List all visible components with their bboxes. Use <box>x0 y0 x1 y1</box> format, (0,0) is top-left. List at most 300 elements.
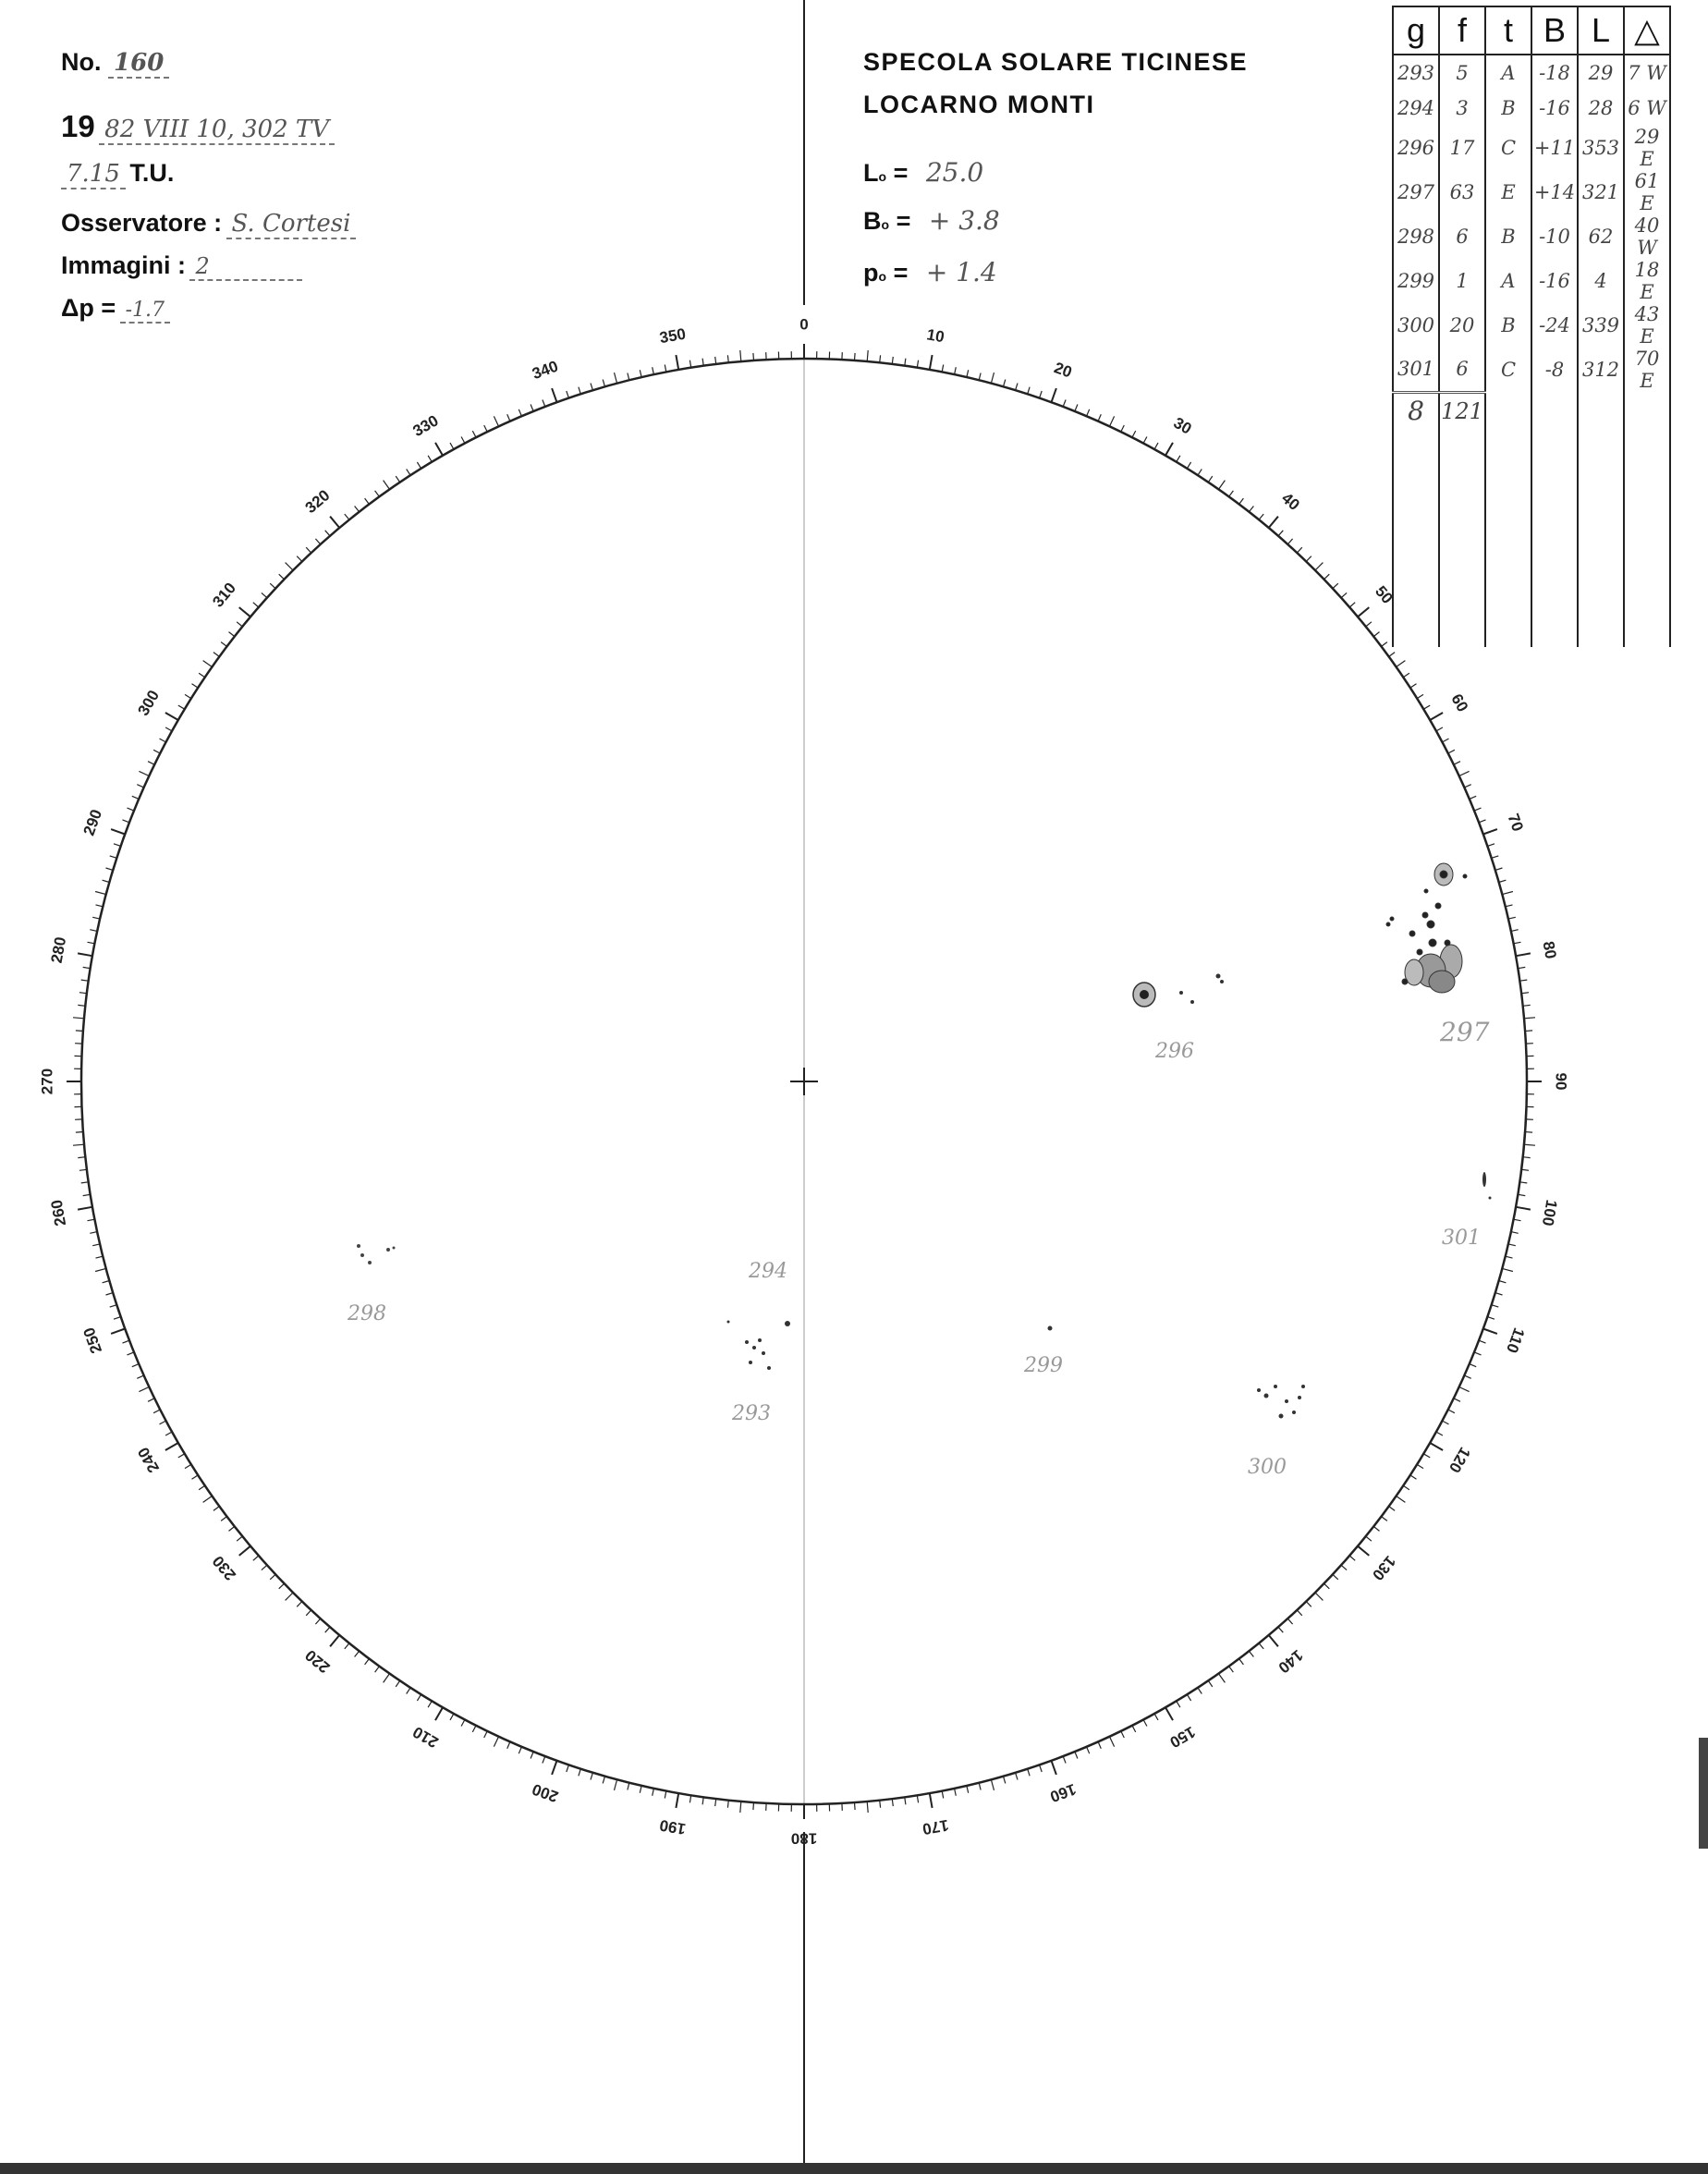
scale-tick <box>375 1667 380 1672</box>
scale-tick <box>132 1364 139 1367</box>
scale-tick <box>967 370 969 377</box>
scale-tick <box>128 1352 134 1355</box>
scale-tick <box>139 771 149 776</box>
scale-tick <box>1492 1305 1499 1307</box>
scale-tick <box>1430 713 1443 720</box>
scale-tick <box>1016 1773 1018 1780</box>
param-B-label: B <box>863 207 882 235</box>
scale-tick <box>203 661 213 667</box>
scale-tick <box>1519 980 1527 981</box>
scale-tick <box>355 1651 360 1656</box>
scale-tick <box>139 1387 149 1392</box>
scale-tick <box>253 1556 259 1560</box>
scale-tick <box>92 917 100 919</box>
scale-tick <box>676 1793 678 1808</box>
scale-tick <box>396 476 400 482</box>
scale-tick <box>1198 1688 1202 1694</box>
scale-tick <box>165 727 172 731</box>
scale-tick <box>1132 1726 1136 1732</box>
scale-tick <box>355 507 360 512</box>
scale-tick <box>689 360 690 368</box>
scale-tick <box>229 632 235 637</box>
scale-tick <box>905 359 906 366</box>
scale-tick <box>1198 470 1202 476</box>
scale-tick <box>1483 1329 1497 1334</box>
scale-tick <box>518 1747 521 1753</box>
scale-tick <box>450 1714 454 1720</box>
table-row: 293 5 A -18 29 7 W <box>1393 55 1670 91</box>
scale-tick <box>325 531 330 536</box>
table-row: 296 17 C +11 353 29 E <box>1393 126 1670 170</box>
scale-tick <box>365 1659 370 1665</box>
scale-tick <box>286 563 293 570</box>
scale-tick <box>73 1018 84 1019</box>
scale-label: 260 <box>47 1198 70 1227</box>
table-row: 297 63 E +14 321 61 E <box>1393 170 1670 214</box>
scale-tick <box>880 355 881 362</box>
scale-tick <box>110 856 117 858</box>
scale-tick <box>1358 1546 1369 1556</box>
scale-tick <box>942 1791 944 1799</box>
scale-tick <box>1306 556 1312 562</box>
scale-tick <box>214 653 219 657</box>
scale-tick <box>192 1475 199 1479</box>
scale-tick <box>396 1680 400 1687</box>
scale-tick <box>1508 1244 1516 1246</box>
scale-label: 100 <box>1538 1198 1561 1227</box>
scale-tick <box>239 607 250 617</box>
scale-tick <box>76 1031 83 1032</box>
scale-tick <box>1333 583 1338 589</box>
scale-tick <box>407 470 410 476</box>
scale-tick <box>1502 892 1513 895</box>
scale-tick <box>111 1329 125 1334</box>
scale-tick <box>1454 762 1460 765</box>
scale-label: 240 <box>134 1444 164 1476</box>
scale-tick <box>1165 1707 1173 1720</box>
scale-tick <box>110 1305 117 1307</box>
scale-label: 80 <box>1539 939 1560 960</box>
scale-tick <box>90 1232 97 1234</box>
scale-tick <box>1518 1194 1525 1195</box>
scale-tick <box>955 367 957 374</box>
col-f: f <box>1439 6 1485 55</box>
scale-tick <box>1219 481 1226 490</box>
scale-label: 180 <box>790 1829 818 1848</box>
scale-tick <box>1366 622 1372 627</box>
scale-tick <box>315 1618 320 1624</box>
scale-tick <box>1121 1731 1125 1738</box>
scale-tick <box>753 1802 754 1810</box>
scale-tick <box>905 1797 906 1804</box>
scale-tick <box>137 785 143 788</box>
col-B: B <box>1531 6 1578 55</box>
no-value: 160 <box>108 49 169 79</box>
scale-tick <box>567 1765 569 1772</box>
scale-tick <box>1075 405 1078 411</box>
scale-tick <box>1324 1583 1330 1589</box>
param-B-value: + 3.8 <box>928 205 1000 236</box>
observatory-line2: LOCARNO MONTI <box>863 91 1095 118</box>
scale-tick <box>81 1182 89 1183</box>
scale-tick <box>78 953 92 956</box>
scale-tick <box>325 1627 330 1632</box>
scale-tick <box>262 592 267 597</box>
scale-tick <box>1324 574 1330 580</box>
scale-tick <box>1208 476 1213 482</box>
scale-tick <box>665 365 666 373</box>
scale-tick <box>1278 531 1283 536</box>
scale-tick <box>1052 388 1056 402</box>
scale-tick <box>753 353 754 360</box>
scale-tick <box>384 481 390 490</box>
scale-tick <box>1448 1410 1455 1413</box>
scale-tick <box>892 1799 893 1806</box>
scale-tick <box>270 1574 275 1580</box>
scale-tick <box>1430 1443 1443 1450</box>
group-label-300: 300 <box>1248 1456 1287 1479</box>
scale-tick <box>1366 1536 1372 1541</box>
table-row: 301 6 C -8 312 70 E <box>1393 348 1670 392</box>
scale-tick <box>1297 1610 1302 1616</box>
scale-tick <box>567 391 569 398</box>
scale-tick <box>1098 1741 1101 1748</box>
scale-tick <box>1098 414 1101 421</box>
scale-tick <box>1459 771 1470 776</box>
sunspot-group-293 <box>745 1338 771 1370</box>
scale-tick <box>1524 1144 1535 1145</box>
scale-label: 290 <box>79 807 106 838</box>
scale-tick <box>297 556 302 562</box>
scale-tick <box>1016 384 1018 391</box>
scale-tick <box>153 1410 160 1413</box>
scale-tick <box>1341 592 1347 597</box>
scale-tick <box>1087 1747 1090 1753</box>
scale-tick <box>1154 443 1158 449</box>
scale-tick <box>942 365 944 373</box>
param-L: Lo = 25.0 <box>863 157 984 188</box>
table-row: 298 6 B -10 62 40 W <box>1393 214 1670 259</box>
scale-tick <box>279 1583 285 1589</box>
scale-tick <box>1499 1281 1507 1283</box>
scale-tick <box>137 1375 143 1378</box>
scale-tick <box>991 1779 994 1790</box>
scale-tick <box>1506 905 1513 907</box>
scale-tick <box>591 1773 592 1780</box>
scale-label: 150 <box>1166 1722 1199 1752</box>
scale-tick <box>199 1485 205 1490</box>
scale-tick <box>148 1398 154 1402</box>
group-label-293: 293 <box>732 1402 771 1425</box>
scale-tick <box>345 514 349 519</box>
scale-tick <box>1521 993 1529 994</box>
scale-tick <box>1040 391 1043 398</box>
scale-tick <box>1443 739 1449 742</box>
scale-tick <box>1389 1507 1395 1511</box>
scale-tick <box>95 892 106 895</box>
scale-tick <box>1443 1421 1449 1424</box>
scan-bottom-edge <box>0 2163 1708 2174</box>
scale-tick <box>1516 953 1531 956</box>
scale-tick <box>1063 400 1066 407</box>
scale-label: 140 <box>1275 1645 1307 1677</box>
scale-tick <box>103 880 110 882</box>
scale-tick <box>114 844 121 847</box>
scale-label: 110 <box>1503 1325 1529 1356</box>
scale-tick <box>1525 1031 1532 1032</box>
scale-label: 330 <box>409 411 442 441</box>
scale-tick <box>417 1694 421 1701</box>
scale-tick <box>148 762 154 765</box>
param-p-label: p <box>863 259 879 287</box>
param-L-value: 25.0 <box>925 157 984 188</box>
scale-tick <box>1479 1340 1485 1343</box>
scale-tick <box>628 1783 629 1790</box>
scale-tick <box>1063 1756 1066 1763</box>
scale-tick <box>1087 409 1090 416</box>
col-delta: △ <box>1624 6 1670 55</box>
scale-tick <box>78 1005 85 1006</box>
scale-tick <box>1373 1526 1379 1531</box>
scale-tick <box>1165 443 1173 456</box>
scale-label: 280 <box>47 935 70 965</box>
scale-tick <box>270 583 275 589</box>
observer-value: S. Cortesi <box>226 210 357 239</box>
scale-tick <box>1187 462 1190 469</box>
scale-label: 170 <box>921 1815 950 1838</box>
scale-tick <box>286 1593 293 1600</box>
scale-tick <box>1110 416 1115 426</box>
scale-label: 200 <box>530 1779 561 1806</box>
scale-tick <box>472 431 476 437</box>
scale-tick <box>407 1688 410 1694</box>
scale-tick <box>450 443 454 449</box>
scale-tick <box>1333 1574 1338 1580</box>
scale-tick <box>428 456 432 462</box>
sunspot-group-298 <box>357 1244 396 1264</box>
scale-tick <box>1410 684 1417 688</box>
dp-label: Δp = <box>61 294 116 322</box>
scale-tick <box>306 547 311 553</box>
scale-label: 300 <box>134 687 164 719</box>
scale-tick <box>1521 1169 1529 1170</box>
scale-tick <box>702 359 703 366</box>
scale-tick <box>461 437 465 444</box>
scale-tick <box>192 684 199 688</box>
scale-tick <box>1132 431 1136 437</box>
scale-tick <box>73 1144 84 1145</box>
scale-tick <box>165 1443 178 1450</box>
scale-tick <box>1187 1694 1190 1701</box>
scale-tick <box>1516 1207 1531 1210</box>
scale-label: 310 <box>209 579 240 611</box>
scale-tick <box>96 1256 104 1258</box>
scale-tick <box>297 1602 302 1607</box>
col-t: t <box>1485 6 1531 55</box>
scale-tick <box>531 405 533 411</box>
scale-tick <box>1315 563 1323 570</box>
no-label: No. <box>61 48 102 76</box>
group-label-301: 301 <box>1442 1227 1481 1250</box>
scale-tick <box>1423 705 1430 709</box>
scale-tick <box>92 1244 100 1246</box>
observatory-line1: SPECOLA SOLARE TICINESE <box>863 48 1249 76</box>
scale-label: 120 <box>1445 1444 1474 1476</box>
scale-tick <box>76 1132 83 1133</box>
scale-tick <box>123 820 129 823</box>
scale-tick <box>1110 1737 1115 1747</box>
scale-tick <box>1454 1398 1460 1402</box>
scale-tick <box>253 603 259 607</box>
scale-tick <box>114 1317 121 1320</box>
scale-tick <box>1495 868 1503 870</box>
scale-tick <box>106 1293 114 1295</box>
scale-label: 10 <box>925 325 946 347</box>
scale-tick <box>1269 1635 1278 1646</box>
scale-label: 60 <box>1447 690 1472 715</box>
scale-tick <box>88 942 95 944</box>
total-groups: 8 <box>1393 392 1439 429</box>
scale-tick <box>103 1281 110 1283</box>
scale-tick <box>178 1454 185 1458</box>
table-row: 299 1 A -16 4 18 E <box>1393 259 1670 303</box>
scale-tick <box>979 1783 981 1790</box>
scale-tick <box>740 350 741 361</box>
scale-tick <box>543 1756 545 1763</box>
scale-tick <box>1287 539 1292 544</box>
scale-tick <box>178 705 185 709</box>
scale-tick <box>1417 694 1423 698</box>
scale-tick <box>1004 1777 1006 1784</box>
scale-tick <box>1315 1593 1323 1600</box>
scale-tick <box>1403 1485 1409 1490</box>
param-L-label: L <box>863 159 879 187</box>
scale-tick <box>727 1801 728 1808</box>
scale-tick <box>653 367 654 374</box>
scale-label: 270 <box>38 1068 56 1095</box>
scale-tick <box>1479 820 1485 823</box>
scale-tick <box>603 1777 604 1784</box>
scale-tick <box>79 993 87 994</box>
time-value: 7.15 <box>61 160 126 189</box>
scale-tick <box>1208 1680 1213 1687</box>
scale-tick <box>676 355 678 370</box>
scale-tick <box>1249 1651 1253 1656</box>
scale-tick <box>1075 1752 1078 1758</box>
sunspot-group-300 <box>1257 1385 1305 1419</box>
scale-tick <box>1492 856 1499 858</box>
group-label-297: 297 <box>1440 1017 1490 1047</box>
scale-tick <box>160 1421 166 1424</box>
scale-tick <box>1028 387 1030 395</box>
scale-label: 340 <box>530 357 561 384</box>
scale-tick <box>1397 661 1406 667</box>
scale-tick <box>1502 1268 1513 1271</box>
scale-label: 250 <box>79 1325 106 1356</box>
scale-tick <box>494 416 498 426</box>
group-label-299: 299 <box>1024 1354 1063 1377</box>
scale-tick <box>365 498 370 504</box>
total-spots: 121 <box>1439 392 1485 429</box>
scale-tick <box>461 1720 465 1727</box>
scale-label: 220 <box>301 1645 334 1677</box>
scale-tick <box>1004 380 1006 387</box>
images-label: Immagini : <box>61 251 187 279</box>
scale-tick <box>579 1769 580 1777</box>
scale-tick <box>1519 1182 1527 1183</box>
scale-tick <box>1495 1293 1503 1295</box>
scale-tick <box>384 1674 390 1683</box>
scale-tick <box>1499 880 1507 882</box>
scale-tick <box>484 425 488 432</box>
scale-tick <box>1287 1618 1292 1624</box>
scale-tick <box>543 400 545 407</box>
scale-tick <box>199 673 205 678</box>
scale-tick <box>689 1795 690 1802</box>
table-row: 294 3 B -16 28 6 W <box>1393 91 1670 126</box>
scale-label: 320 <box>301 486 334 518</box>
scale-tick <box>1436 1432 1443 1435</box>
scale-tick <box>237 1536 242 1541</box>
scale-tick <box>330 517 339 528</box>
scale-tick <box>428 1701 432 1707</box>
scale-tick <box>665 1791 666 1799</box>
scale-tick <box>306 1610 311 1616</box>
scale-tick <box>1219 1674 1226 1683</box>
scale-tick <box>315 539 320 544</box>
col-g: g <box>1393 6 1439 55</box>
scale-tick <box>1249 507 1253 512</box>
scale-tick <box>83 1194 91 1195</box>
scale-tick <box>1397 1496 1406 1503</box>
scale-tick <box>221 1517 226 1521</box>
scale-tick <box>1389 653 1395 657</box>
scale-label: 230 <box>209 1552 240 1584</box>
scale-tick <box>88 1219 95 1221</box>
scale-label: 40 <box>1278 489 1303 514</box>
scale-tick <box>345 1643 349 1649</box>
scale-tick <box>628 373 629 381</box>
scale-tick <box>917 1795 918 1802</box>
scale-tick <box>1518 967 1525 968</box>
scale-tick <box>221 642 226 647</box>
scale-tick <box>95 1268 106 1271</box>
images-value: 2 <box>189 253 302 281</box>
scale-tick <box>552 388 556 402</box>
sunspot-group-299 <box>1048 1326 1053 1331</box>
scale-tick <box>279 574 285 580</box>
scale-tick <box>1278 1627 1283 1632</box>
scale-tick <box>484 1731 488 1738</box>
group-label-296: 296 <box>1155 1040 1194 1063</box>
scale-tick <box>591 384 592 391</box>
param-p-value: + 1.4 <box>925 257 997 287</box>
scale-tick <box>106 868 114 870</box>
col-L: L <box>1578 6 1624 55</box>
scale-tick <box>1474 808 1481 811</box>
scale-tick <box>165 713 178 720</box>
scale-tick <box>111 829 125 834</box>
scale-tick <box>123 1340 129 1343</box>
date-value: 82 VIII 10, 302 TV <box>99 116 335 145</box>
scale-tick <box>1177 456 1180 462</box>
scale-tick <box>1448 750 1455 753</box>
scale-tick <box>78 1157 85 1158</box>
scale-tick <box>160 739 166 742</box>
scale-tick <box>507 1741 510 1748</box>
observer-label: Osservatore : <box>61 209 223 237</box>
scale-tick <box>1040 1765 1043 1772</box>
